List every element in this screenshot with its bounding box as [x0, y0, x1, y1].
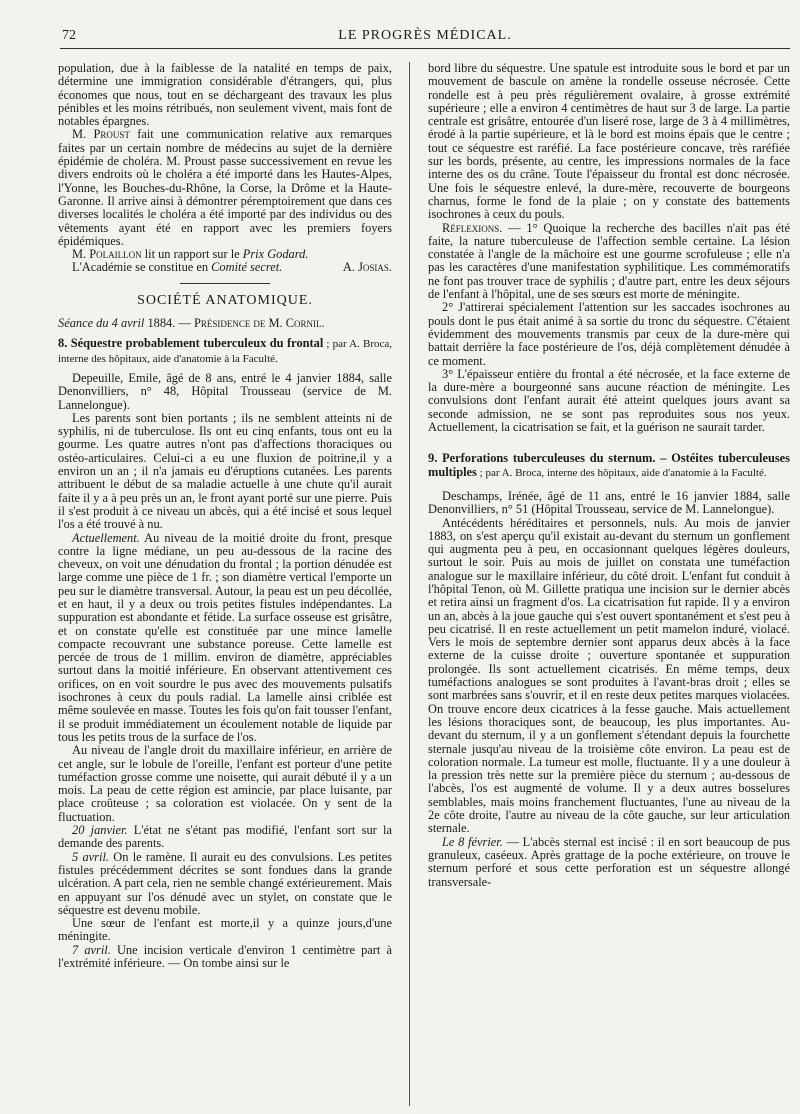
paragraph-parents: Les parents sont bien portants ; ils ne semblent atteints ni de syphilis, ni de tuberculose. Ils ont eu cinq enfants, tous ont eu la gourme. Les quatre autres n'ont pas d'affections thoraciques ou ostéo-articulaires. Celui-ci a eu une fluxion de poitrine,il y a environ un an ; il n'a jamais eu d'éruptions cutanées. Les parents attribuent le début de sa maladie actuelle à une chute qu'il aurait faite il y a à peu près un an, le front ayant porté sur une pierre. Puis il s'est produit à ce niveau un abcès, qui a été incisé et sous lequel l'os a été trouvé à nu.	[58, 410, 392, 532]
article-9-heading	[428, 452, 790, 480]
paragraph-comite	[58, 261, 392, 274]
seance-year: 1884. —	[144, 316, 194, 331]
text-20-janvier: L'état ne s'étant pas modifié, l'enfant sort sur la demande des parents.	[58, 823, 392, 851]
paragraph-soeur: Une sœur de l'enfant est morte,il y a quinze jours,d'une méningite.	[58, 916, 392, 944]
reflexions-text: — 1° Quoique la recherche des bacilles n'ait pas été faite, la nature tuberculeuse de l'affection semble certaine. La lésion constatée à l'angle de la mâchoire est une gourme scrofuleuse ; elle n'a pas les caractères d'une manifestation syphilitique. Les commémoratifs ne font pas trouver trace de syphilis ; d'autre part, entre les deux séjours de l'enfant à l'hôpital, une de ses sœurs est morte de méningite.	[428, 220, 790, 302]
date-8-fevrier: Le 8 février.	[442, 834, 503, 849]
name-polaillon: M. Polaillon	[72, 247, 142, 262]
date-7-avril: 7 avril.	[72, 942, 111, 957]
paragraph-proust	[58, 128, 392, 248]
left-column	[58, 62, 392, 1108]
paragraph-actuellement	[58, 532, 392, 745]
prix-godard: Prix Godard.	[242, 247, 309, 262]
paragraph-saccades: 2° J'attirerai spécialement l'attention sur les saccades isochrones au pouls dont le pus était animé à sa sortie du tronc du séquestre. C'étaient évidemment des mouvements transmis par ceux de la dure-mère qui battait derrière la face postérieure de l'os, déjà complètement dénudée à ce moment.	[428, 300, 790, 368]
page-header	[60, 26, 790, 49]
article-8-author: ; par A. Broca, interne des hôpitaux, aide d'anatomie à la Faculté.	[58, 338, 392, 365]
section-title: SOCIÉTÉ ANATOMIQUE.	[137, 292, 313, 308]
actuellement-label: Actuellement.	[72, 530, 140, 545]
paragraph-polaillon	[58, 248, 392, 261]
signature-josias: A. Josias.	[342, 260, 392, 275]
paragraph-polaillon-text: lit un rapport sur le	[141, 247, 243, 262]
date-20-janvier: 20 janvier.	[72, 823, 128, 838]
paragraph-20-janvier	[58, 824, 392, 851]
article-8-title: 8. Séquestre probablement tuberculeux du frontal	[58, 336, 324, 351]
seance-date: Séance du 4 avril	[58, 316, 145, 331]
date-5-avril: 5 avril.	[72, 849, 109, 864]
page-number: 72	[62, 28, 76, 43]
seance-line	[58, 317, 392, 330]
name-proust: M. Proust	[72, 127, 130, 142]
text-8-fevrier: — L'abcès sternal est incisé : il en sort beaucoup de pus granuleux, caséeux. Après grattage de la poche extérieure, on trouve le sternum perforé et sous cette perforation est un séquestre allongé transversale-	[428, 834, 790, 889]
paragraph-maxillaire: Au niveau de l'angle droit du maxillaire inférieur, en arrière de cet angle, sur le lobule de l'oreille, l'enfant est porteur d'une petite tuméfaction grosse comme une noisette, qui aurait débuté il y a un mois. La peau de cette région est amincie, par place luisante, par place croûteuse ; sa coloration est violacée. On y sent de la fluctuation.	[58, 743, 392, 824]
paragraph-depeuille: Depeuille, Emile, âgé de 8 ans, entré le 4 janvier 1884, salle Denonvilliers, n° 48, Hôpital Trousseau (service de M. Lannelongue).	[58, 370, 392, 412]
section-rule	[180, 283, 270, 284]
comite-secret: Comité secret.	[211, 260, 283, 275]
right-column	[428, 62, 790, 1108]
paragraph-antecedents: Antécédents héréditaires et personnels, nuls. Au mois de janvier 1883, on s'est aperçu qu'il existait au-devant du sternum un gonflement qui augmenta peu à peu, en occasionnant quelques légères douleurs, surtout le soir. Puis au mois de juillet on constata une tuméfaction analogue sur le maxillaire inférieur, du côté droit. L'enfant fut conduit à l'hôpital Tenon, où M. Gillette pratiqua une incision sur le dernier abcès et retira ainsi un fragment d'os. La cicatrisation fut rapide. Il y a environ un an, abcès à la joue gauche qui s'est ouvert spontanément et s'est peu à peu cicatrisé. Il en reste actuellement un petit mamelon induré, violacé. Vers le mois de septembre dernier sont apparus deux abcès à la face externe de la cuisse droite ; ouverture spontanée et suppuration prolongée. Ils sont actuellement cicatrisés. En même temps, deux tuméfactions analogues se sont produites à l'avant-bras droit ; elles se sont marbrées sans s'ouvrir, et il en reste deux petites marques violacées. On trouve encore deux cicatrices à la fesse gauche. Mais actuellement les lésions thoraciques sont, de beaucoup, les plus importantes. Au-devant du sternum, il y a un gonflement s'étendant depuis la fourchette sternale jusqu'au niveau de la troisième côte environ. La peau est de coloration normale. La tumeur est molle, fluctuante. Il y a une douleur à la pression très nette sur la première pièce du sternum ; au-dessous de l'abcès, l'os est augmenté de volume. Il y a deux autres bosselures semblables, mais moins franchement fluctuantes, l'une au niveau de la 2e côte droite, l'autre au niveau de la côte gauche, sur leur articulation sternale.	[428, 515, 790, 836]
paragraph-deschamps: Deschamps, Irénée, âgé de 11 ans, entré le 16 janvier 1884, salle Denonvilliers, n° 51 (Hôpital Trousseau, service de M. Lannelongue).	[428, 488, 790, 517]
paragraph-8-fevrier	[428, 836, 790, 889]
article-9-author: ; par A. Broca, interne des hôpitaux, aide d'anatomie à la Faculté.	[476, 466, 767, 479]
paragraph-5-avril	[58, 851, 392, 917]
paragraph-bord-libre: bord libre du séquestre. Une spatule est introduite sous le bord et par un mouvement de bascule on amène la rondelle osseuse nécrosée. Cette rondelle est à peu près régulièrement ovalaire, à grosse extrémité supérieure ; elle a environ 4 centimètres de haut sur 3 de large. La partie centrale est grisâtre, entourée d'un liseré rose, large de 3 à 4 millimètres, érodé à la partie supérieure, et là le bord est moins épais que le centre ; tout ce séquestre est raréfié. La face postérieure concave, très raréfiée sur les bords, présente, au centre, les impressions normales de la face interne des os du crâne. Toute l'épaisseur du frontal est donc nécrosée. Une fois le séquestre enlevé, la dure-mère, recouverte de bourgeons charnus, forme le fond de la plaie ; on y constate des battements isochrones à ceux du pouls.	[428, 62, 790, 222]
seance-presidence: Présidence de M. Cornil.	[193, 316, 325, 331]
article-9-title: 9. Perforations tuberculeuses du sternum. – Ostéites tuberculeuses multiples	[428, 451, 790, 479]
journal-title: LE PROGRÈS MÉDICAL.	[338, 28, 512, 43]
comite-text: L'Académie se constitue en	[72, 260, 212, 275]
text-5-avril: On le ramène. Il aurait eu des convulsions. Les petites fistules précédemment décrites se sont fondues dans la grande ulcération. A part cela, rien ne semble changé extérieurement. Mais en appuyant sur l'os dénudé avec un stylet, on constate que le séquestre est devenu mobile.	[58, 849, 392, 917]
column-divider	[409, 62, 410, 1106]
paragraph-proust-text: fait une communication relative aux remarques faites par un certain nombre de médecins au sujet de la dernière épidémie de choléra. M. Proust passe successivement en revue les divers endroits où le choléra a été importé dans les Hautes-Alpes, l'Yonne, les Bouches-du-Rhône, la Corse, la Drôme et la Haute-Garonne. Il arrive ainsi à démontrer péremptoirement que dans ces diverses localités le choléra a été importé par des individus ou des vêtements ayant été en rapport avec les premiers foyers épidémiques.	[58, 127, 392, 248]
paragraph-reflexions	[428, 222, 790, 302]
paragraph-7-avril	[58, 944, 392, 971]
reflexions-label: Réflexions.	[442, 220, 503, 235]
article-8-heading	[58, 337, 392, 366]
paragraph-population: population, due à la faiblesse de la natalité en temps de paix, détermine une immigration considérable d'étrangers, qui, plus économes que nous, tout en se déchargeant des travaux les plus pénibles et les moins rétribués, non seulement vivent, mais font de notables épargnes.	[58, 62, 392, 129]
actuellement-text: Au niveau de la moitié droite du front, presque contre la ligne médiane, un peu au-dessous de la racine des cheveux, on voit une dénudation du frontal ; la portion dénudée est large comme une pièce de 1 fr. ; son diamètre vertical l'emporte un peu sur le diamètre transversal. Autour, la peau est un peu décollée, et en haut, il y a deux ou trois petites fistules indépendantes. La suppuration est abondante et fétide. La surface osseuse est grisâtre, et on constate qu'elle est constituée par une mince lamelle compacte recouvrant une substance poreuse. Cette lamelle est percée de trous de 1 millim. environ de diamètre, appréciables surtout dans la moitié inférieure. En observant attentivement ces orifices, on en voit sourdre le pus avec des mouvements pulsatifs isochrones à ceux du pouls radial. La lamelle ainsi criblée est même soulevée en masse. Toutes les fois qu'on fait tousser l'enfant, il se produit immédiatement un écoulement notable de liquide par tous les petits trous de la surface de l'os.	[58, 530, 392, 744]
text-7-avril: Une incision verticale d'environ 1 centimètre part à l'extrémité inférieure. — On tombe ainsi sur le	[58, 942, 392, 970]
paragraph-epaisseur: 3° L'épaisseur entière du frontal a été nécrosée, et la face externe de la dure-mère a bourgeonné sans aucune réaction de méningite. Les convulsions dont l'enfant aurait été atteint quelques jours avant sa seconde admission, ne se sont pas reproduites sous nos yeux. Actuellement, la cicatrisation se fait, et la guérison ne saurait tarder.	[428, 366, 790, 435]
